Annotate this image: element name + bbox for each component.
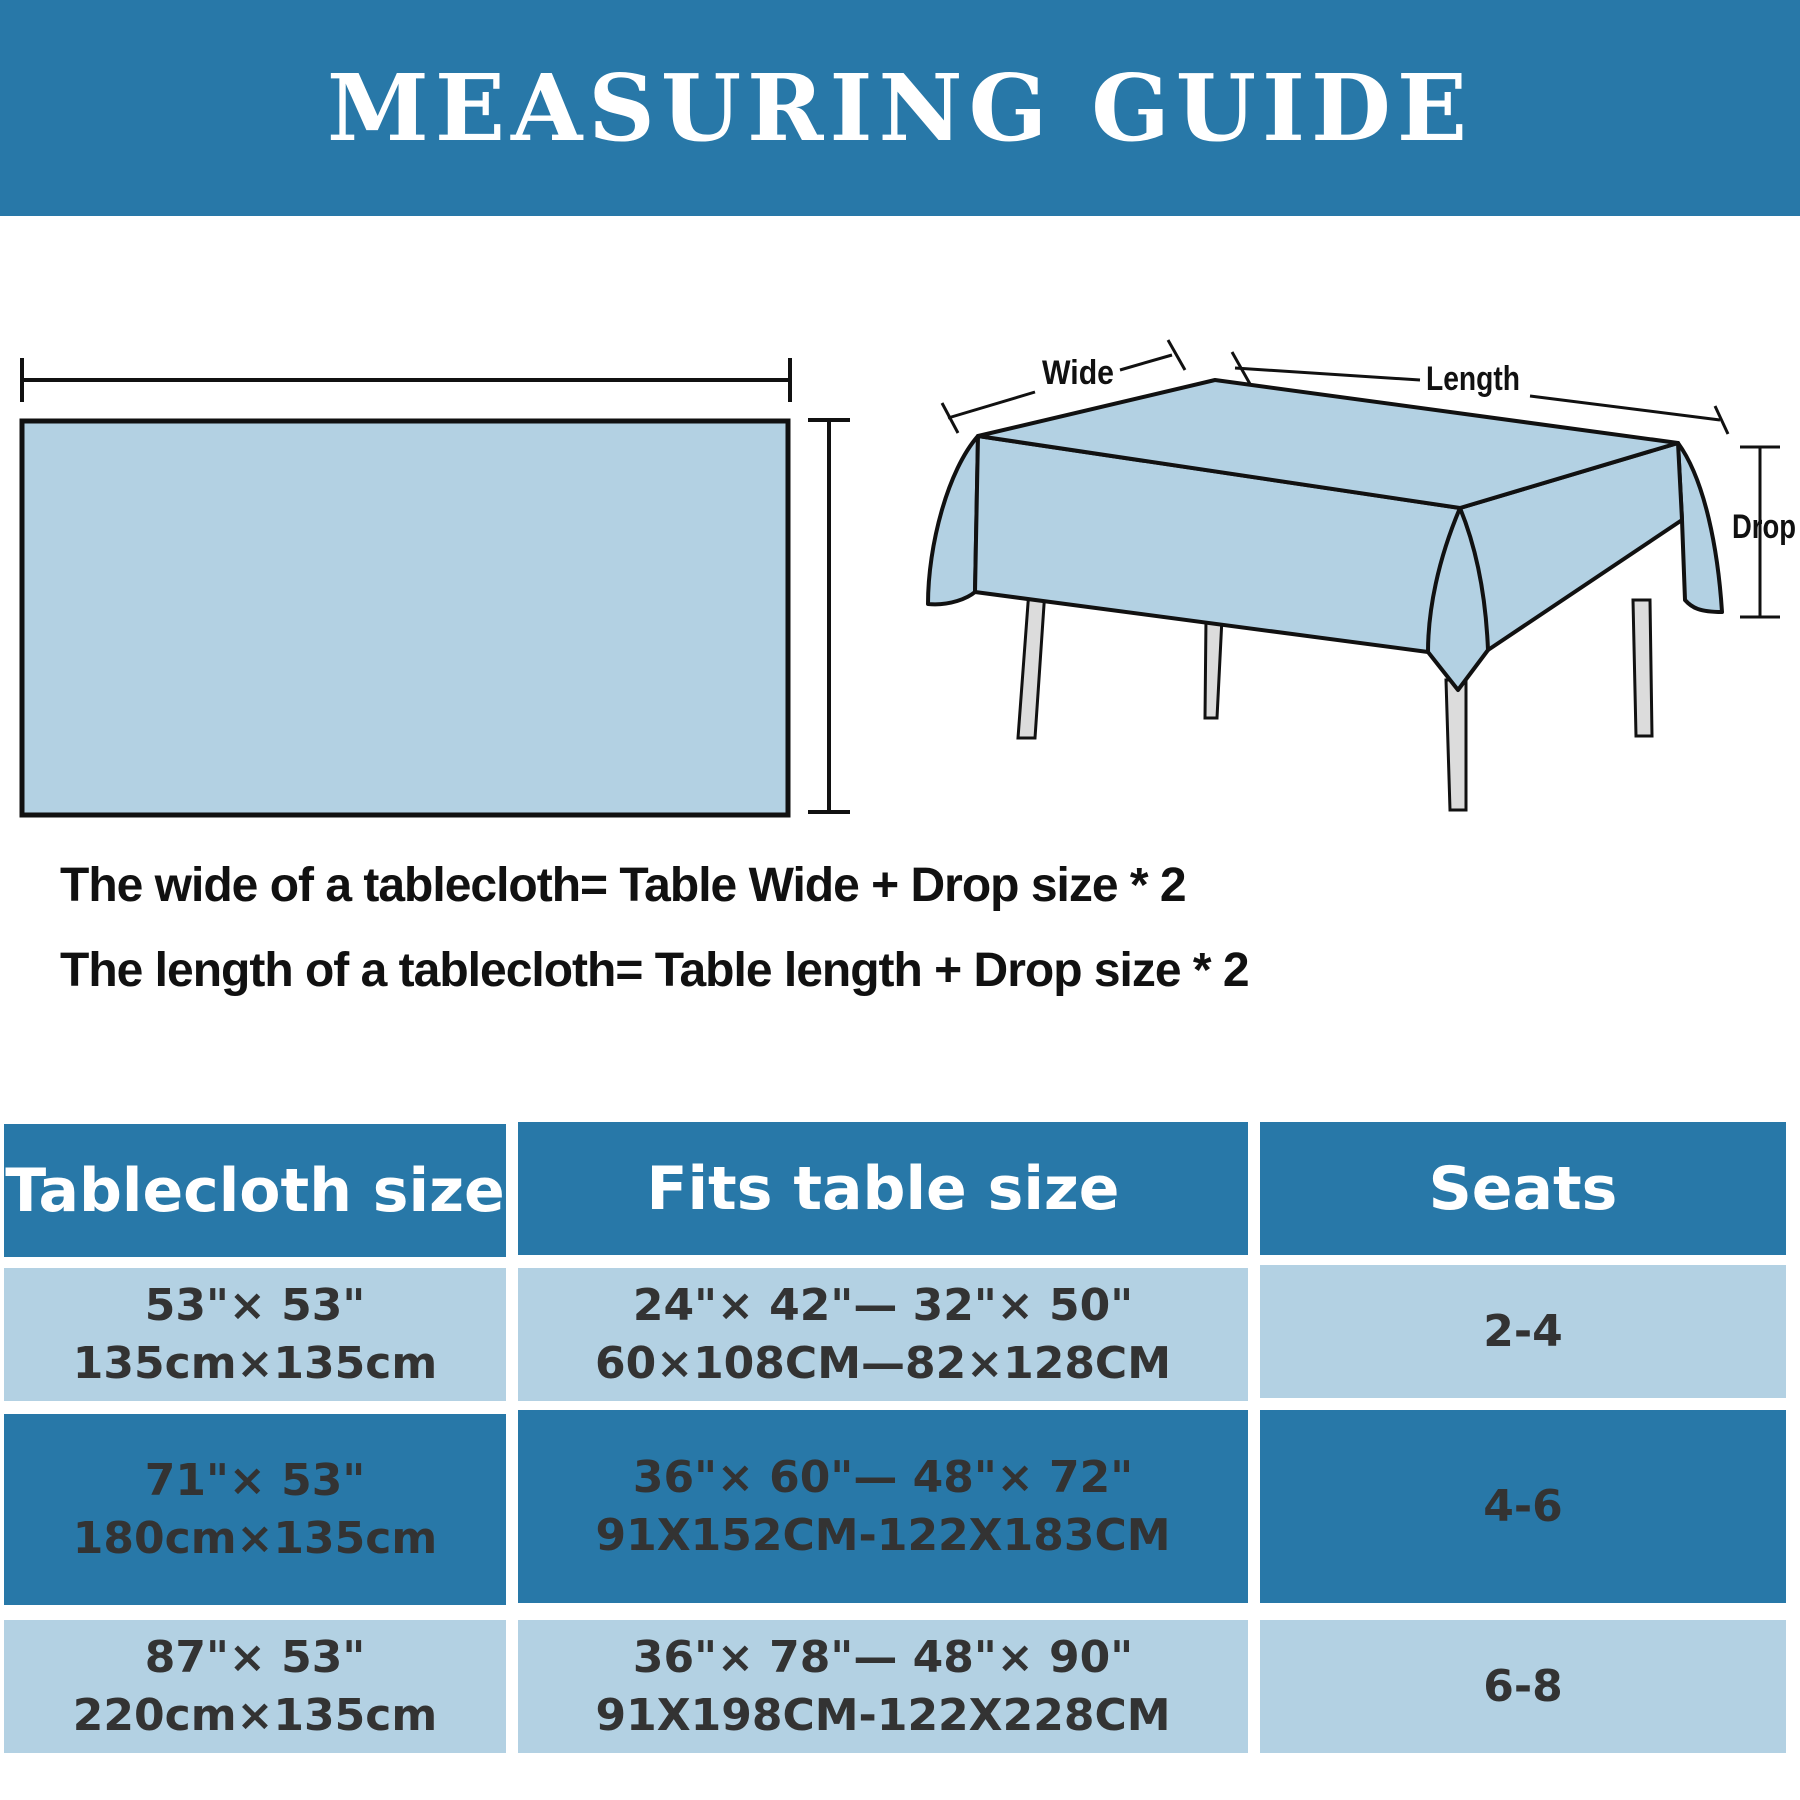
size-inches: 87"× 53" <box>144 1632 366 1684</box>
measurement-diagram <box>0 216 1800 836</box>
fits-cm: 91X198CM-122X228CM <box>595 1689 1171 1741</box>
table-row-2-seats <box>1260 1410 1786 1603</box>
seats-value: 2-4 <box>1483 1305 1563 1357</box>
header-banner <box>0 0 1800 216</box>
left-drape <box>928 436 978 604</box>
fits-cm: 60×108CM—82×128CM <box>594 1337 1172 1389</box>
right-drape <box>1678 443 1722 612</box>
header-label: Seats <box>1428 1153 1618 1224</box>
header-fits-table-size <box>518 1122 1248 1255</box>
header-label: Fits table size <box>646 1153 1120 1224</box>
header-tablecloth-size <box>4 1124 506 1257</box>
header-label: Tablecloth size <box>5 1155 505 1226</box>
table-row-3-fits <box>518 1620 1248 1753</box>
table-row-2-fits <box>518 1410 1248 1603</box>
header-seats <box>1260 1122 1786 1255</box>
table-row-1-tablecloth <box>4 1268 506 1401</box>
size-inches: 53"× 53" <box>144 1280 366 1332</box>
drop-label: Drop <box>1732 508 1796 546</box>
length-formula: The length of a tablecloth= Table length + Drop size * 2 <box>60 944 1249 997</box>
seats-value: 4-6 <box>1483 1480 1563 1532</box>
wide-formula: The wide of a tablecloth= Table Wide + Drop size * 2 <box>60 859 1186 912</box>
table-row-1-fits <box>518 1268 1248 1401</box>
fits-inches: 36"× 60"— 48"× 72" <box>632 1452 1134 1504</box>
flat-tablecloth-diagram <box>22 358 850 815</box>
size-inches: 71"× 53" <box>144 1455 366 1507</box>
table-row-2-tablecloth <box>4 1414 506 1605</box>
fits-cm: 91X152CM-122X183CM <box>595 1509 1171 1561</box>
flat-tablecloth <box>22 421 788 815</box>
table-row-3-tablecloth <box>4 1620 506 1753</box>
table-row-1-seats <box>1260 1265 1786 1398</box>
seats-value: 6-8 <box>1483 1660 1563 1712</box>
size-cm: 220cm×135cm <box>72 1689 438 1741</box>
wide-label: Wide <box>1042 354 1114 392</box>
size-cm: 180cm×135cm <box>72 1512 438 1564</box>
size-cm: 135cm×135cm <box>72 1337 438 1389</box>
fits-inches: 24"× 42"— 32"× 50" <box>632 1280 1134 1332</box>
page-title: MEASURING GUIDE <box>327 54 1473 162</box>
length-label: Length <box>1426 360 1520 398</box>
fits-inches: 36"× 78"— 48"× 90" <box>632 1632 1134 1684</box>
table-3d-diagram <box>928 340 1796 810</box>
table-row-3-seats <box>1260 1620 1786 1753</box>
